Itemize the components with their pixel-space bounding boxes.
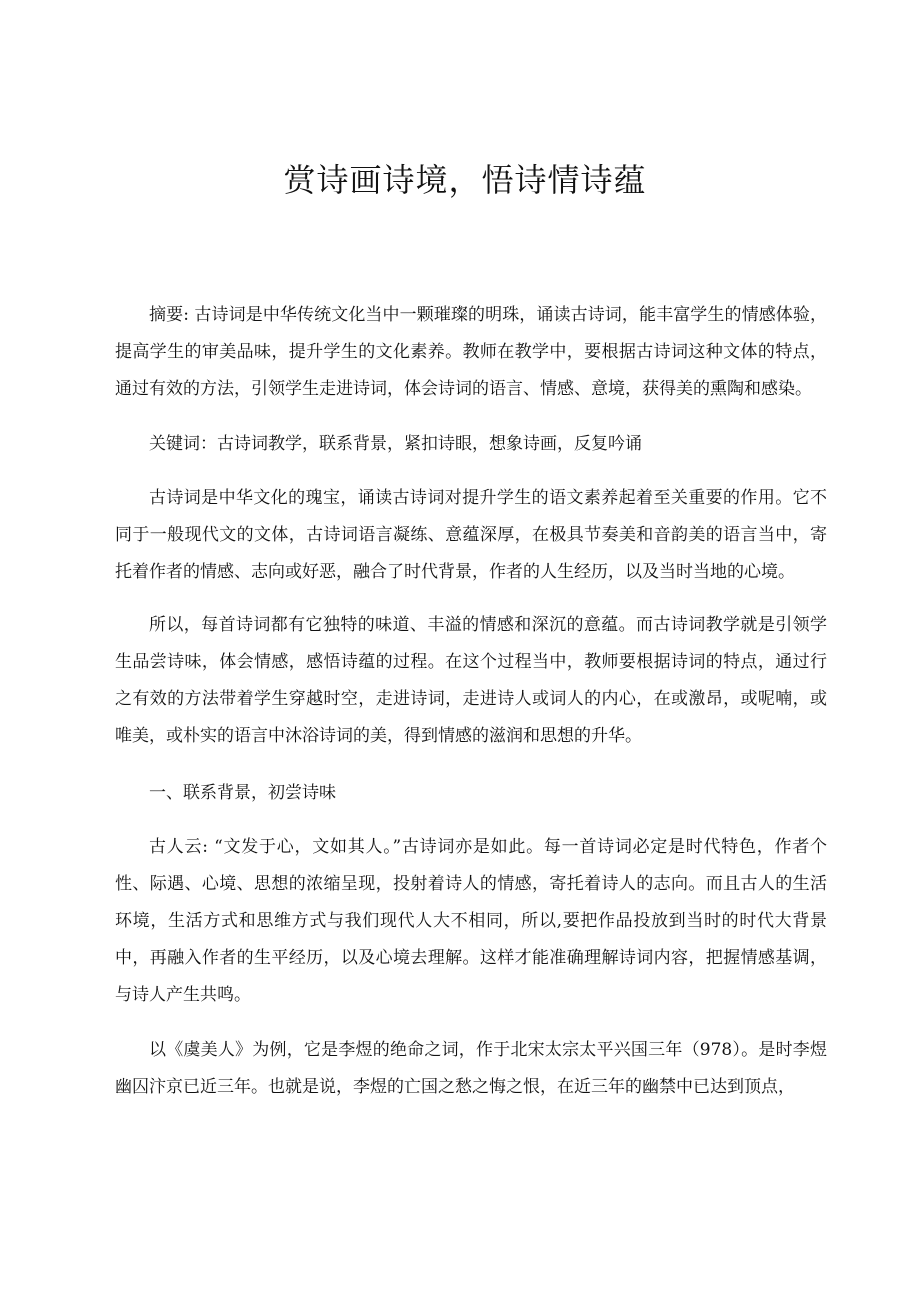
document-title: 赏诗画诗境，悟诗情诗蕴 (283, 161, 647, 199)
keywords-line: 关键词：古诗词教学，联系背景，紧扣诗眼，想象诗画，反复吟诵 (149, 434, 642, 454)
section-heading: 一、联系背景，初尝诗味 (149, 783, 336, 803)
section-paragraph: 以《虞美人》为例，它是李煜的绝命之词，作于北宋太宗太平兴国三年（978）。是时李煜幽囚汴京已近三年。也就是说，李煜的亡国之愁之悔之恨，在近三年的幽禁中已达到顶点， (115, 1040, 827, 1097)
section-paragraph: 古人云: “文发于心，文如其人。”古诗词亦是如此。每一首诗词必定是时代特色，作者个性、际遇、心境、思想的浓缩呈现，投射着诗人的情感，寄托着诗人的志向。而且古人的生活环境，生活方式和思维方式与我们现代人大不相同，所以,要把作品投放到当时的时代大背景中，再融入作者的生平经历，以及心境去理解。这样才能准确理解诗词内容，把握情感基调，与诗人产生共鸣。 (115, 837, 827, 1005)
body-paragraph: 古诗词是中华文化的瑰宝，诵读古诗词对提升学生的语文素养起着至关重要的作用。它不同于一般现代文的文体，古诗词语言凝练、意蕴深厚，在极具节奏美和音韵美的语言当中，寄托着作者的情感、志向或好恶，融合了时代背景，作者的人生经历，以及当时当地的心境。 (115, 488, 827, 582)
body-paragraph: 所以，每首诗词都有它独特的味道、丰溢的情感和深沉的意蕴。而古诗词教学就是引领学生品尝诗味，体会情感，感悟诗蕴的过程。在这个过程当中，教师要根据诗词的特点，通过行之有效的方法带着学生穿越时空，走进诗词，走进诗人或词人的内心，在或激昂，或呢喃，或唯美，或朴实的语言中沐浴诗词的美，得到情感的滋润和思想的升华。 (115, 615, 827, 746)
abstract-paragraph: 摘要: 古诗词是中华传统文化当中一颗璀璨的明珠，诵读古诗词，能丰富学生的情感体验，提高学生的审美品味，提升学生的文化素养。教师在教学中，要根据古诗词这种文体的特点，通过有效的方法，引领学生走进诗词，体会诗词的语言、情感、意境，获得美的熏陶和感染。 (115, 305, 827, 399)
